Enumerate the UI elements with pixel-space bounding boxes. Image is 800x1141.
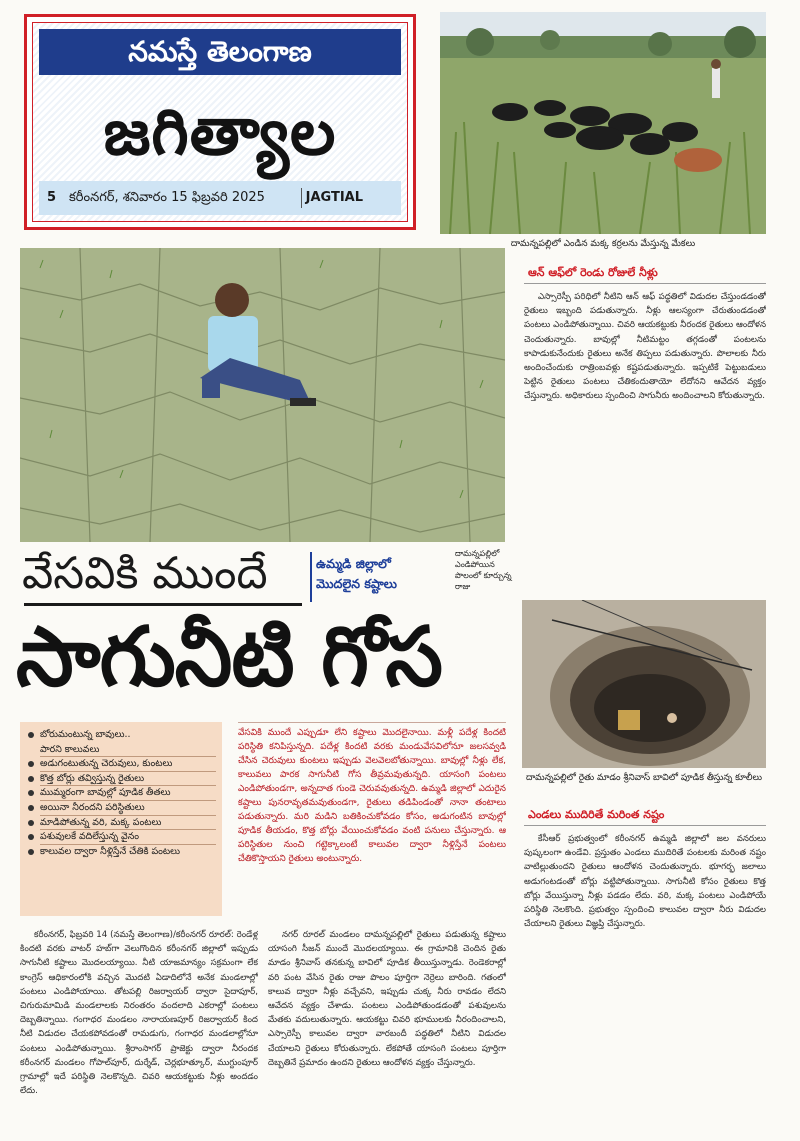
goats-photo-caption: దామన్నపల్లిలో ఎండిన మక్క కర్రలను మేస్తున్న మేకలు [510,239,696,249]
side-article-2-subhead: ఎండలు ముదిరితే మరింత నష్టం [528,808,665,821]
highlight-item [26,816,222,831]
deck-line-1: ఉమ్మడి జిల్లాలో [316,556,391,571]
highlight-item [26,757,222,772]
deck-divider [310,552,312,602]
highlight-item [26,728,222,743]
goats-photo [440,12,766,234]
side-article-2-paragraph: కేసీఆర్ ప్రభుత్వంలో కరీంనగర్ ఉమ్మడి జిల్లాలో జల వనరులు పుష్కలంగా ఉండేవి. ప్రస్తుతం ఎండలు ముదిరితే పంటలకు మరింత నష్టం వాటిల్లుతుందని రైతులు ఆందోళన చెందుతున్నారు. భూగర్భ జలాలు అడుగంటడంతో బోర్లు వట్టిపోతున్నాయి. సాగునీటి కోసం రైతులు కొత్త బోర్లు వేయిస్తున్నా నీళ్లు పడడం లేదు. వరి, మక్క పంటలు ఎండిపోయే పరిస్థితి నెలకొంది. ప్రభుత్వం స్పందించి కాలువల ద్వారా నీరు విడుదల చేయాలని రైతులు విజ్ఞప్తి చేస్తున్నారు. [524,834,766,930]
highlights-box [20,722,222,916]
bullet-icon [28,776,34,782]
bullet-icon [28,732,34,738]
highlight-item [26,845,222,860]
highlight-text: అయినా నీరందని పరిస్థితులు [40,801,145,813]
main-headline: సాగునీటి గోస [16,610,442,705]
side-article-2-body [524,832,766,1132]
side-article-subhead: ఆన్ ఆఫ్‌లో రెండు రోజులే నీళ్లు [528,266,658,279]
subhead-rule [524,283,766,284]
highlight-text: ముమ్మరంగా బావుల్లో పూడిక తీతలు [40,787,171,799]
bullet-icon [28,805,34,811]
highlight-item [26,772,222,787]
highlight-text: బోరుమంటున్న బావులు.. [40,729,131,740]
highlight-text: కాలువల ద్వారా నీళ్లిస్తేనే చేతికి పంటలు [40,845,181,857]
bullet-icon [28,834,34,840]
body-column-right [268,928,506,1134]
bullet-icon [28,849,34,855]
side-article-paragraph: ఎస్సారెస్పీ పరిధిలో నీటిని ఆన్ ఆఫ్ పద్ధతిలో విడుదల చేస్తుండడంతో రైతులు ఇబ్బంది పడుతున్నారు. నీళ్లు ఆలస్యంగా చేరుతుండడంతో పంటలు ఎండిపోతున్నాయి. చివరి ఆయకట్టుకు నీరందక రైతులు ఆందోళన చెందుతున్నారు. బావుల్లో నీటిమట్టం తగ్గడంతో పంటలను కాపాడుకునేందుకు రైతులు అనేక తిప్పలు పడుతున్నారు. పొలాలకు నీరు అందించేందుకు రాత్రింబవళ్లు కష్టపడుతున్నారు. ఇప్పటికే పెట్టుబడులు పెట్టిన రైతులు పంటలు చేతికందుతాయో లేదోనని ఆవేదన వ్యక్తం చేస్తున్నారు. అధికారులు స్పందించి సాగునీరు అందించాలని కోరుతున్నారు. [524,292,766,402]
masthead-inner [32,22,408,222]
highlight-item [26,743,222,758]
body-column-left [20,928,258,1134]
dateline-divider [301,188,302,208]
dateline-strip [39,181,401,215]
paper-name: నమస్తే తెలంగాణ [39,29,401,75]
well-photo-caption: దామన్నపల్లిలో రైతు మాడం శ్రీనివాస్ బావిలో పూడిక తీస్తున్న కూలీలు [525,773,762,783]
highlight-text: పారని కాలువలు [40,743,100,755]
highlight-text: కొత్త బోర్లు తవ్విస్తున్న రైతులు [40,772,145,784]
dateline: కరీంనగర్, శనివారం 15 ఫిబ్రవరి 2025 [69,190,265,205]
dry-field-photo [20,248,505,542]
edition-code: JAGTIAL [305,190,363,205]
dry-field-photo-caption: దామన్నపల్లిలో ఎండిపోయిన పొలంలో కూర్చున్న రాజు [455,549,512,591]
masthead [24,14,416,230]
highlight-item [26,801,222,816]
page-number: 5 [47,190,57,205]
body-right-paragraph: నగర్ రూరల్ మండలం దామన్నపల్లిలో రైతులు పడుతున్న కష్టాలు యాసంగి సీజన్ ముందే మొదలయ్యాయి. ఈ గ్రామానికి చెందిన రైతు మాడం శ్రీనివాస్ తనకున్న బావిలో పూడిక తీయిస్తున్నాడు. రెండెకరాల్లో వరి పంట వేసిన రైతు రాజు పొలం పూర్తిగా నెర్రెలు బారింది. గతంలో కాలువ ద్వారా నీళ్లు వచ్చేవని, ఇప్పుడు చుక్క నీరు రావడం లేదని ఆవేదన వ్యక్తం చేశాడు. పంటలు ఎండిపోతుండడంతో పశువులను మేతకు వదులుతున్నారు. ఆయకట్టు చివరి భూములకు నీరందించాలని, ఎస్సారెస్పీ కాలువల ద్వారా వారబందీ పద్ధతిలో నీటిని విడుదల చేయాలని రైతులు కోరుతున్నారు. లేకపోతే యాసంగి పంటలు పూర్తిగా దెబ్బతినే ప్రమాదం ఉందని రైతులు ఆందోళన వ్యక్తం చేస్తున్నారు. [268,930,506,1068]
subhead-2-rule [524,825,766,826]
intro-paragraph: వేసవికి ముందే ఎప్పుడూ లేని కష్టాలు మొదలైనాయి. మళ్లీ పదేళ్ల కిందటి పరిస్థితి కనిపిస్తున్నది. పదేళ్ల కిందటి వరకు మండువేసవిలోనూ జలసవ్వడి చేసిన చెరువులు కుంటలు ఇప్పుడు వెలవెలబోతున్నాయి. బావుల్లో నీళ్లు లేక, కాలువలు పారక సాగునీటి గోస తీవ్రమవుతున్నది. యాసంగి పంటలు ఎండిపోతుండగా, అన్నదాత గుండె చెరువవుతున్నది. ఉమ్మడి జిల్లాలో ఎదురైన కష్టాలు పునరావృతమవుతుండగా, రైతులు తడిపిండంతో నానా తంటాలు పడుతున్నారు. మరి మడిని బతికించుకోవడం కోసం, అడుగంటిన బావుల్లో పూడిక తీయడం, కొత్త బోర్లు వేయించుకోవడం వంటి పనులు చేస్తున్నారు. ఆ పరిస్థితుల నుంచి గట్టెక్కాలంటే కాలువల ద్వారా నీళ్లిస్తేనే పంటలు చేతికొస్తాయని రైతులు అంటున్నారు. [238,722,506,918]
bullet-icon [28,820,34,826]
edition-title: జగిత్యాల [103,96,337,170]
bullet-icon [28,790,34,796]
highlight-text: మాడిపోతున్న వరి, మక్క పంటలు [40,816,162,828]
bullet-icon [28,761,34,767]
highlights-list [26,728,222,859]
well-photo [522,600,766,768]
highlight-text: పశువులకే వదిలేస్తున్న వైనం [40,831,140,843]
highlight-item [26,786,222,801]
headline-kicker: వేసవికి ముందే [22,548,268,599]
body-left-paragraph: కరీంనగర్, ఫిబ్రవరి 14 (నమస్తే తెలంగాణ)/కరీంనగర్ రూరల్: రెండేళ్ల కిందటి వరకు వాటర్ హబ్‌గా వెలుగొందిన కరీంనగర్ జిల్లాలో ఇప్పుడు సాగునీటి కష్టాలు మొదలయ్యాయి. నీటి యాజమాన్యం సక్రమంగా లేక కాంగ్రెస్ ఆధికారంలోకి వచ్చిన మొదటి ఏడాదిలోనే అనేక మండలాల్లో పంటలు ఎండిపోయాయి. తోటపల్లి రిజర్వాయర్ ద్వారా సైదాపూర్, చిగురుమామిడి మండలాలకు నిరంతరం వందలాది ఎకరాల్లో పంటలు దెబ్బతిన్నాయి. గంగాధర మండలం నారాయణపూర్ రిజర్వాయర్ కింద నీటి విడుదల చేయకపోవడంతో రామడుగు, గంగాధర మండలాల్లోనూ పంటలు ఎండిపోతున్నాయి. శ్రీరాంసాగర్ ప్రాజెక్టు ద్వారా నీరందక కరీంనగర్ మండలం గోపాల్‌పూర్, దుర్శేడ్, చెర్లభూత్కూర్, ముగ్దుంపూర్ గ్రామాల్లో ఇదే పరిస్థితి నెలకొన్నది. చివరి ఆయకట్టుకు నీళ్లు అందడం లేదు. [20,930,258,1097]
highlight-text: అడుగంటుతున్న చెరువులు, కుంటలు [40,758,173,770]
headline-deck [316,554,442,594]
side-article-body [524,290,766,590]
deck-line-2: మొదలైన కష్టాలు [316,576,397,591]
highlight-item [26,830,222,845]
